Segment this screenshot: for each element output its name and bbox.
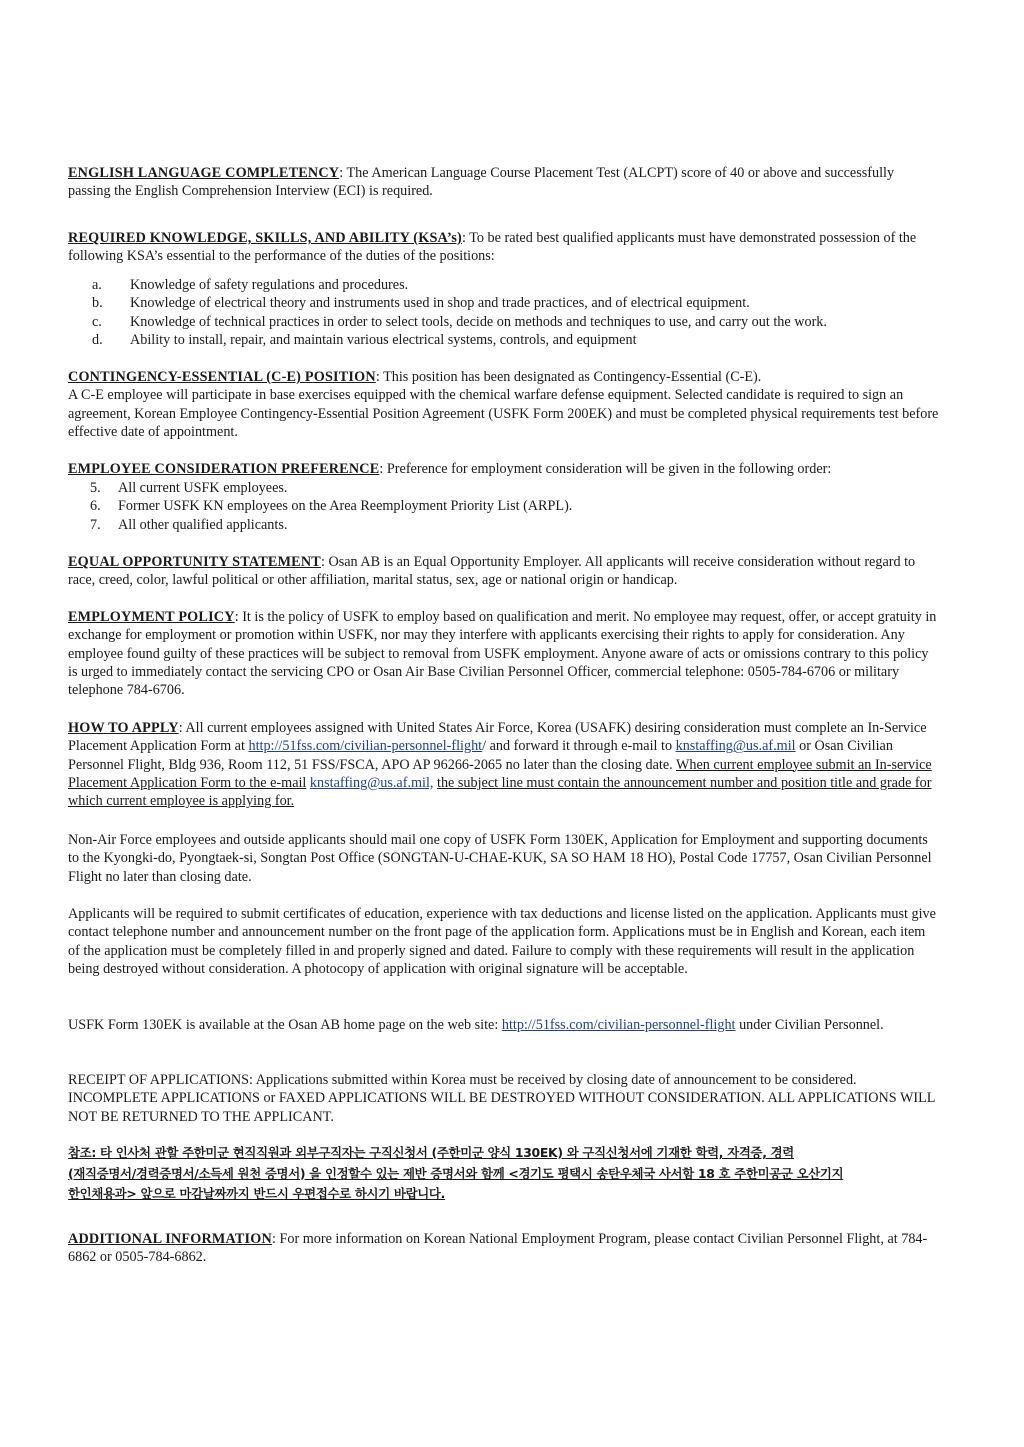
apply-text1: All current employees assigned with United States Air Force, Korea (USAFK) desiring consideration must complete an In-Service Placement Application Form at [68,720,927,755]
policy-heading: EMPLOYMENT POLICY [68,609,235,625]
nonairforce-text: Non-Air Force employees and outside applicants should mail one copy of USFK Form 130EK, Application for Employment and supporting documents to the Kyongki-do, Pyongtaek-si, Songtan Post Office (SONGTAN-U-CHAE-KUK, SA SO HAM 18 HO), Postal Code 17757, Osan Civilian Personnel Flight no later than closing date. [68,832,932,885]
list-item: 5. All current USFK employees. [90,480,288,496]
list-item: d. Ability to install, repair, and maintain various electrical systems, controls, and equipment [92,331,637,348]
form-text1: USFK Form 130EK is available at the Osan AB home page on the web site: [68,1017,499,1033]
list-item: 6. Former USFK KN employees on the Area Reemployment Priority List (ARPL). [90,498,573,515]
form-section [68,1016,940,1034]
form-text2: under Civilian Personnel. [739,1017,884,1033]
apply-heading: HOW TO APPLY [68,720,179,736]
apply-link[interactable]: http://51fss.com/civilian-personnel-flight [248,738,483,755]
preference-text: Preference for employment consideration will be given in the following order: [386,461,832,477]
certificates-text: Applicants will be required to submit certificates of education, experience with tax deductions and license listed on the application. Applicants must give contact telephone number and announcement number on the front page of the application form. Applications must be in English and Korean, each item of the application must be completely filled in and properly signed and dated. Failure to comply with these requirements will result in the application being destroyed without consideration. A photocopy of application with original signature will be acceptable. [68,906,936,977]
receipt-section [68,1071,940,1126]
apply-text4: When current employee submit an In-service Placement Application Form to the e-mail [68,756,932,791]
apply-text3: or Osan Civilian Personnel Flight, Bldg 936, Room 112, 51 FSS/FSCA, APO AP 96266-2065 no later than the closing date. [68,738,893,773]
english-text: The American Language Course Placement Test (ALCPT) score of 40 or above and successfully passing the English Comprehension Interview (ECI) is required. [68,165,895,200]
equal-heading: EQUAL OPPORTUNITY STATEMENT [68,554,321,570]
korean-line-3: 한인채용과> 앞으로 마감날짜까지 반드시 우편접수로 하시기 바랍니다. [68,1186,445,1201]
ksa-section: REQUIRED KNOWLEDGE, SKILLS, AND ABILITY (KSA’s): To be rated best qualified applicants must have demonstrated possession of the following KSA’s essential to the performance of the duties of the positions: [68,230,917,265]
policy-text: It is the policy of USFK to employ based on qualification and merit. No employee may request, offer, or accept gratuity in exchange for employment or promotion within USFK, nor may they interfere with applicants exercising their rights to apply for consideration. Any employee found guilty of these practices will be subject to removal from USFK employment. Anyone aware of acts or omissions contrary to this policy is urged to immediately contact the servicing CPO or Osan Air Base Civilian Personnel Officer, commercial telephone: 0505-784-6706 or military telephone 784-6706. [68,609,937,699]
apply-text5: the subject line must contain the announcement number and position title and grade for which current employee is applying for. [68,774,932,810]
apply-email-link-2[interactable]: knstaffing@us.af.mil, [309,774,434,791]
certificates-section [68,905,940,978]
additional-section: ADDITIONAL INFORMATION: For more information on Korean National Employment Program, please contact Civilian Personnel Flight, at 784-6862 or 0505-784-6862. [68,1231,928,1266]
contingency-section: CONTINGENCY-ESSENTIAL (C-E) POSITION: This position has been designated as Contingency-Essential (C-E). A C-E employee will participate in base exercises equipped with the chemical warfare defense equipment. Selected candidate is required to sign an agreement, Korean Employee Contingency-Essential Position Agreement (USFK Form 200EK) and must be completed physical requirements test before effective date of appointment. [68,369,939,440]
korean-line-1: 참조: 타 인사처 관할 주한미군 현직직원과 외부구직자는 구직신청서 (주한미군 양식 130EK) 와 구직신청서에 기재한 학력, 자격증, 경력 [68,1145,794,1160]
korean-line-2: (재직증명서/경력증명서/소득세 원천 증명서) 을 인정할수 있는 제반 증명서와 함께 <경기도 평택시 송탄우체국 사서함 18 호 주한미공군 오산기지 [68,1165,844,1181]
ksa-text: To be rated best qualified applicants must have demonstrated possession of the following KSA’s essential to the performance of the duties of the positions: [68,230,917,265]
preference-list [90,479,940,534]
preference-heading: EMPLOYEE CONSIDERATION PREFERENCE [68,461,380,477]
ksa-list [92,276,942,349]
preference-section: EMPLOYEE CONSIDERATION PREFERENCE: Preference for employment consideration will be given in the following order: [68,461,832,477]
nonairforce-section [68,831,940,886]
additional-text: For more information on Korean National Employment Program, please contact Civilian Personnel Flight, at 784-6862 or 0505-784-6862. [68,1231,928,1266]
korean-notice [68,1143,958,1205]
policy-section: EMPLOYMENT POLICY: It is the policy of USFK to employ based on qualification and merit. No employee may request, offer, or accept gratuity in exchange for employment or promotion within USFK, nor may they interfere with applicants exercising their rights to apply for consideration. Any employee found guilty of these practices will be subject to removal from USFK employment. Anyone aware of acts or omissions contrary to this policy is urged to immediately contact the servicing CPO or Osan Air Base Civilian Personnel Officer, commercial telephone: 0505-784-6706 or military telephone 784-6706. [68,609,937,699]
english-heading: ENGLISH LANGUAGE COMPLETENCY [68,165,340,181]
english-section: ENGLISH LANGUAGE COMPLETENCY: The American Language Course Placement Test (ALCPT) score of 40 or above and successfully passing the English Comprehension Interview (ECI) is required. [68,165,895,200]
contingency-text2: A C-E employee will participate in base exercises equipped with the chemical warfare defense equipment. Selected candidate is required to sign an agreement, Korean Employee Contingency-Essential Position Agreement (USFK Form 200EK) and must be completed physical requirements test before effective date of appointment. [68,387,939,440]
apply-section: HOW TO APPLY: All current employees assigned with United States Air Force, Korea (USAFK) desiring consideration must complete an In-Service Placement Application Form at http://51fss.com/civilian-personnel-flight/ and forward it through e-mail to knstaffing@us.af.mil or Osan Civilian Personnel Flight, Bldg 936, Room 112, 51 FSS/FSCA, APO AP 96266-2065 no later than the closing date. When current employee submit an In-service Placement Application Form to the e-mail knstaffing@us.af.mil, the subject line must contain the announcement number and position title and grade for which current employee is applying for. [68,720,932,810]
apply-text2: / and forward it through e-mail to [482,738,673,755]
list-item: a. Knowledge of safety regulations and procedures. [92,277,409,293]
form-link[interactable]: http://51fss.com/civilian-personnel-flight [501,1017,736,1033]
ksa-heading: REQUIRED KNOWLEDGE, SKILLS, AND ABILITY (KSA’s) [68,230,462,246]
list-item: b. Knowledge of electrical theory and instruments used in shop and trade practices, and of electrical equipment. [92,295,750,312]
additional-heading: ADDITIONAL INFORMATION [68,1231,272,1247]
contingency-heading: CONTINGENCY-ESSENTIAL (C-E) POSITION [68,369,376,385]
receipt-text: RECEIPT OF APPLICATIONS: Applications submitted within Korea must be received by closing date of announcement to be considered. INCOMPLETE APPLICATIONS or FAXED APPLICATIONS WILL BE DESTROYED WITHOUT CONSIDERATION. ALL APPLICATIONS WILL NOT BE RETURNED TO THE APPLICANT. [68,1072,935,1125]
equal-section: EQUAL OPPORTUNITY STATEMENT: Osan AB is an Equal Opportunity Employer. All applicants will receive consideration without regard to race, creed, color, lawful political or other affiliation, marital status, sex, age or national origin or handicap. [68,554,916,589]
contingency-text1: This position has been designated as Contingency-Essential (C-E). [383,369,762,385]
list-item: 7. All other qualified applicants. [90,516,288,533]
list-item: c. Knowledge of technical practices in order to select tools, decide on methods and techniques to use, and carry out the work. [92,313,827,330]
equal-text: Osan AB is an Equal Opportunity Employer. All applicants will receive consideration without regard to race, creed, color, lawful political or other affiliation, marital status, sex, age or national origin or handicap. [68,554,916,589]
apply-email-link[interactable]: knstaffing@us.af.mil [675,738,796,755]
